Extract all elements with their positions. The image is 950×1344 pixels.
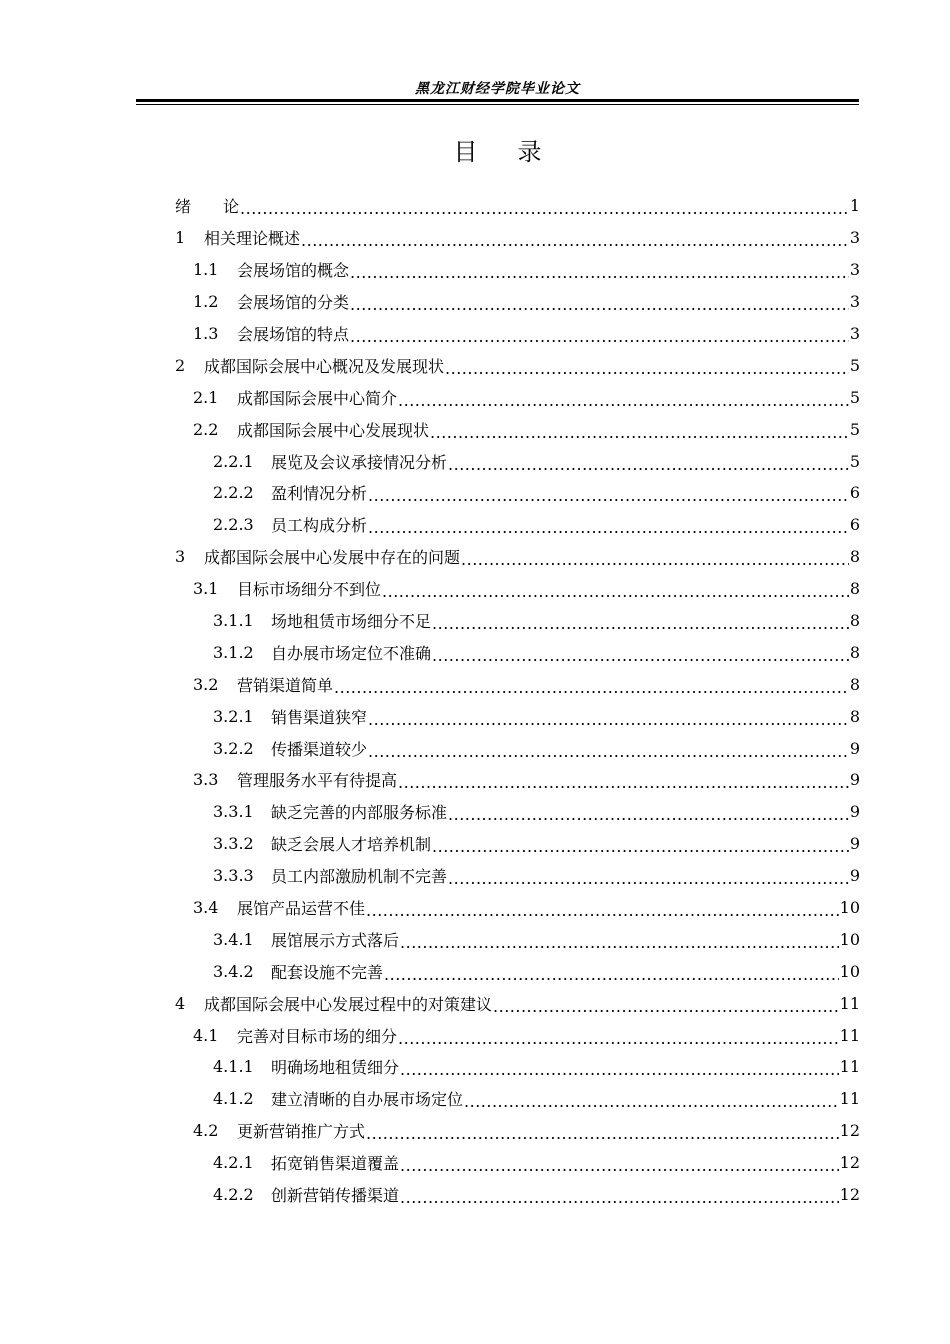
toc-entry-number: 3.4.2 [213, 961, 254, 981]
dot-leader [432, 837, 849, 856]
toc-entry-number: 4.1 [193, 1025, 219, 1045]
toc-entry-title: 会展场馆的特点 [237, 325, 350, 344]
toc-entry-page: 9 [849, 834, 860, 854]
toc-entry[interactable] [175, 381, 860, 413]
toc-entry[interactable] [175, 796, 860, 828]
toc-entry[interactable] [175, 987, 860, 1019]
toc-entry[interactable] [175, 254, 860, 286]
toc-entry[interactable] [175, 892, 860, 924]
toc-entry-page: 11 [839, 993, 860, 1013]
toc-entry[interactable] [175, 732, 860, 764]
toc-entry[interactable] [175, 445, 860, 477]
dot-leader [384, 965, 839, 984]
toc-entry-number: 4.2.1 [213, 1153, 254, 1173]
dot-leader [461, 550, 849, 569]
toc-entry-page: 9 [849, 866, 860, 886]
toc-entry[interactable] [175, 1115, 860, 1147]
toc-entry-title: 成都国际会展中心简介 [237, 388, 398, 408]
toc-entry-title: 展馆展示方式落后 [271, 930, 400, 950]
toc-entry[interactable] [175, 1083, 860, 1115]
toc-entry[interactable] [175, 573, 860, 605]
toc-entry[interactable] [175, 1051, 860, 1083]
toc-entry[interactable] [175, 668, 860, 700]
dot-leader [398, 391, 849, 410]
toc-entry-title: 销售渠道狭窄 [271, 707, 368, 727]
dot-leader [430, 423, 849, 442]
toc-entry[interactable] [175, 1147, 860, 1179]
toc-entry-number: 3.2.2 [213, 738, 254, 758]
toc-entry-number: 1.3 [193, 324, 219, 343]
dot-leader [398, 773, 849, 792]
dot-leader [366, 901, 839, 920]
running-header-title: 黑龙江财经学院毕业论文 [415, 81, 580, 97]
toc-entry-page: 11 [839, 1057, 860, 1077]
toc-entry-page: 6 [849, 483, 860, 503]
dot-leader [493, 997, 839, 1016]
toc-entry[interactable] [175, 349, 860, 381]
toc-entry-title: 成都国际会展中心发展中存在的问题 [204, 548, 461, 568]
toc-entry-number: 3.4.1 [213, 929, 254, 949]
toc-entry[interactable] [175, 923, 860, 955]
dot-leader [334, 678, 849, 697]
dot-leader [368, 710, 849, 729]
toc-entry-number: 3.1.1 [213, 611, 254, 631]
toc-entry-page: 8 [849, 611, 860, 631]
toc-entry[interactable] [175, 318, 860, 350]
toc-entry-number: 4.1.2 [213, 1089, 254, 1109]
header-rule-thick [136, 99, 859, 102]
toc-entry-title: 会展场馆的概念 [237, 261, 350, 281]
table-of-contents [175, 190, 860, 1211]
toc-entry-title: 员工内部激励机制不完善 [271, 867, 448, 887]
toc-entry-page: 11 [839, 1025, 860, 1045]
dot-leader [448, 455, 849, 474]
toc-entry-page: 10 [839, 898, 860, 918]
toc-entry-title: 传播渠道较少 [271, 739, 368, 759]
dot-leader [448, 805, 849, 824]
dot-leader [432, 614, 849, 633]
toc-entry[interactable] [175, 190, 860, 222]
toc-entry-number: 2 [175, 355, 186, 375]
toc-entry-page: 3 [849, 260, 860, 280]
toc-entry[interactable] [175, 605, 860, 637]
dot-leader [432, 646, 849, 665]
dot-leader [301, 231, 849, 250]
dot-leader [445, 359, 849, 378]
toc-entry-page: 9 [849, 770, 860, 790]
toc-entry-page: 11 [839, 1089, 860, 1109]
toc-entry-number: 4.2.2 [213, 1185, 254, 1205]
toc-entry-title: 缺乏会展人才培养机制 [271, 835, 432, 855]
toc-entry-page: 9 [849, 738, 860, 758]
dot-leader [464, 1092, 839, 1111]
toc-entry-title: 成都国际会展中心概况及发展现状 [204, 356, 445, 376]
dot-leader [366, 1124, 839, 1143]
toc-entry-title: 盈利情况分析 [271, 484, 368, 504]
toc-entry-page: 9 [849, 802, 860, 822]
toc-entry-title: 建立清晰的自办展市场定位 [271, 1090, 464, 1110]
toc-entry-title: 缺乏完善的内部服务标准 [271, 803, 448, 823]
toc-entry-title: 拓宽销售渠道覆盖 [271, 1154, 400, 1174]
toc-entry-number: 3.1 [193, 579, 219, 599]
toc-entry-title: 目标市场细分不到位 [237, 580, 382, 600]
toc-entry[interactable] [175, 1179, 860, 1211]
toc-entry-page: 12 [839, 1153, 860, 1173]
dot-leader [382, 582, 849, 601]
toc-entry-number: 4 [175, 993, 186, 1013]
toc-entry-number: 3.4 [193, 898, 219, 918]
toc-entry-number: 3.1.2 [213, 642, 254, 662]
toc-entry-page: 3 [849, 228, 860, 248]
toc-entry-title: 展览及会议承接情况分析 [271, 452, 448, 472]
toc-entry-page: 8 [849, 579, 860, 599]
toc-entry[interactable] [175, 1019, 860, 1051]
toc-entry[interactable] [175, 286, 860, 318]
toc-entry[interactable] [175, 764, 860, 796]
toc-entry-title: 场地租赁市场细分不足 [271, 612, 432, 632]
toc-entry-page: 8 [849, 706, 860, 726]
dot-leader [350, 263, 849, 282]
toc-entry-number: 3.3 [193, 770, 219, 790]
toc-entry-page: 12 [839, 1185, 860, 1205]
toc-entry-page: 8 [849, 547, 860, 567]
toc-entry-page: 3 [849, 324, 860, 343]
dot-leader [350, 327, 849, 346]
toc-entry-number: 3.3.3 [213, 866, 254, 886]
toc-entry-title: 创新营销传播渠道 [271, 1186, 400, 1206]
toc-entry-number: 2.2.1 [213, 451, 254, 471]
toc-entry[interactable] [175, 636, 860, 668]
toc-entry[interactable] [175, 828, 860, 860]
toc-entry-number: 4.1.1 [213, 1057, 254, 1077]
toc-entry[interactable] [175, 477, 860, 509]
toc-entry-page: 3 [849, 292, 860, 312]
toc-entry-title: 明确场地租赁细分 [271, 1058, 400, 1078]
dot-leader [368, 742, 849, 761]
toc-entry-page: 5 [849, 387, 860, 407]
toc-entry-title: 会展场馆的分类 [237, 293, 350, 313]
toc-entry-title: 员工构成分析 [271, 516, 368, 536]
toc-entry-page: 8 [849, 642, 860, 662]
dot-leader [240, 199, 849, 218]
toc-entry[interactable] [175, 860, 860, 892]
toc-entry-title: 成都国际会展中心发展现状 [237, 420, 430, 440]
toc-entry-number: 3.3.2 [213, 834, 254, 854]
toc-entry-number: 2.2.3 [213, 515, 254, 535]
toc-entry-number: 2.2.2 [213, 483, 254, 503]
dot-leader [368, 518, 849, 537]
toc-entry-page: 1 [849, 196, 860, 216]
toc-entry-title: 绪 论 [175, 197, 240, 217]
toc-entry-number: 2.1 [193, 387, 219, 407]
toc-entry-number: 3 [175, 547, 186, 567]
toc-entry-page: 10 [839, 929, 860, 949]
dot-leader [350, 295, 849, 314]
dot-leader [400, 1060, 839, 1079]
toc-entry-title: 相关理论概述 [204, 229, 301, 249]
toc-entry-title: 配套设施不完善 [271, 962, 384, 982]
toc-entry[interactable] [175, 541, 860, 573]
toc-entry-page: 10 [839, 961, 860, 981]
toc-entry-number: 1.1 [193, 260, 219, 280]
toc-entry-page: 8 [849, 674, 860, 694]
toc-entry-title: 更新营销推广方式 [237, 1122, 366, 1142]
toc-entry[interactable] [175, 222, 860, 254]
toc-entry-page: 5 [849, 451, 860, 471]
header-rule-thin [136, 104, 859, 105]
toc-entry-number: 2.2 [193, 419, 219, 439]
toc-entry-title: 自办展市场定位不准确 [271, 643, 432, 663]
toc-entry[interactable] [175, 413, 860, 445]
toc-entry[interactable] [175, 509, 860, 541]
dot-leader [368, 486, 849, 505]
dot-leader [400, 1156, 839, 1175]
toc-entry-page: 5 [849, 419, 860, 439]
toc-entry-number: 3.3.1 [213, 802, 254, 822]
dot-leader [400, 1188, 839, 1207]
toc-entry-title: 营销渠道简单 [237, 675, 334, 695]
toc-entry[interactable] [175, 700, 860, 732]
dot-leader [398, 1029, 839, 1048]
toc-entry-page: 6 [849, 515, 860, 535]
dot-leader [400, 933, 839, 952]
toc-entry-title: 管理服务水平有待提高 [237, 771, 398, 791]
toc-entry-page: 5 [849, 355, 860, 375]
toc-entry-number: 3.2 [193, 674, 219, 694]
toc-heading: 目录 [453, 138, 582, 166]
toc-entry-number: 1.2 [193, 292, 219, 312]
toc-entry[interactable] [175, 955, 860, 987]
toc-entry-title: 展馆产品运营不佳 [237, 899, 366, 919]
toc-entry-page: 12 [839, 1121, 860, 1141]
dot-leader [448, 869, 849, 888]
toc-entry-title: 完善对目标市场的细分 [237, 1026, 398, 1046]
toc-entry-number: 3.2.1 [213, 706, 254, 726]
toc-entry-title: 成都国际会展中心发展过程中的对策建议 [204, 994, 493, 1014]
toc-entry-number: 1 [175, 228, 186, 248]
toc-entry-number: 4.2 [193, 1121, 219, 1141]
